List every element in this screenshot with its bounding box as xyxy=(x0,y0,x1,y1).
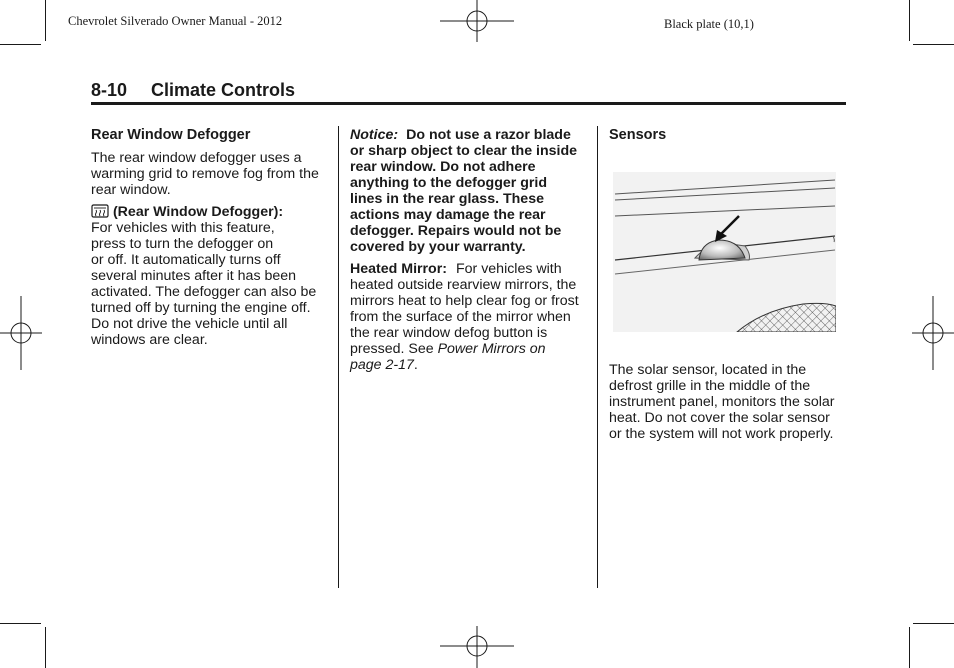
notice-line-1 xyxy=(350,127,592,143)
registration-mark-top xyxy=(440,0,514,42)
heated-mirror-line-2: heated outside rearview mirrors, the xyxy=(350,277,577,293)
defogger-line-8: windows are clear. xyxy=(91,332,208,348)
sensors-line-4: heat. Do not cover the solar sensor xyxy=(609,410,830,426)
column-separator-1 xyxy=(338,126,339,588)
solar-sensor-illustration xyxy=(613,172,836,332)
heated-mirror-text-1: For vehicles with xyxy=(455,261,562,277)
header-manual-title: Chevrolet Silverado Owner Manual - 2012 xyxy=(68,14,283,28)
notice-line-6: actions may damage the rear xyxy=(350,207,546,223)
power-mirrors-link[interactable]: Power Mirrors on xyxy=(437,341,546,357)
heated-mirror-line-7 xyxy=(350,357,592,373)
chapter-title: Climate Controls xyxy=(151,80,296,100)
defogger-line-5: activated. The defogger can also be xyxy=(91,284,317,300)
defogger-intro: The rear window defogger uses a warming grid to remove fog from the rear window. xyxy=(91,150,319,198)
column-separator-2 xyxy=(597,126,598,588)
defogger-item-label: (Rear Window Defogger): xyxy=(112,204,284,220)
crop-mark-bottom-left-v xyxy=(45,627,46,668)
title-rule xyxy=(91,102,846,105)
defogger-line-4: several minutes after it has been xyxy=(91,268,297,284)
rear-defogger-icon xyxy=(91,204,109,218)
notice-label: Notice: xyxy=(350,127,399,143)
defogger-line-2: press to turn the defogger on xyxy=(91,236,274,252)
sensors-line-1: The solar sensor, located in the xyxy=(609,362,807,378)
notice-line-3: rear window. Do not adhere xyxy=(350,159,536,175)
registration-mark-right xyxy=(912,296,954,370)
notice-line-2: or sharp object to clear the inside xyxy=(350,143,578,159)
defogger-line-1: For vehicles with this feature, xyxy=(91,220,275,236)
power-mirrors-page-link[interactable]: page 2-17 xyxy=(350,357,414,373)
sensors-line-2: defrost grille in the middle of the xyxy=(609,378,811,394)
heated-mirror-line-4: from the surface of the mirror when xyxy=(350,309,571,325)
notice-line-5: lines in the rear glass. These xyxy=(350,191,544,207)
heated-mirror-label: Heated Mirror: xyxy=(350,261,447,277)
notice-line-8: covered by your warranty. xyxy=(350,239,526,255)
crop-mark-bottom-right-v xyxy=(909,627,910,668)
page-number: 8-10 xyxy=(91,80,128,100)
header-plate-info: Black plate (10,1) xyxy=(664,17,754,31)
sensors-heading: Sensors xyxy=(609,127,667,143)
heated-mirror-line-5: the rear window defog button is xyxy=(350,325,548,341)
notice-text-1: Do not use a razor blade xyxy=(406,127,571,143)
crop-mark-bottom-right-h xyxy=(913,623,954,624)
notice-line-4: anything to the defogger grid xyxy=(350,175,548,191)
sensors-line-5: or the system will not work properly. xyxy=(609,426,834,442)
column-sensors xyxy=(609,127,849,150)
crop-mark-top-left-h xyxy=(0,44,41,45)
heated-mirror-line-6 xyxy=(350,341,592,357)
heated-mirror-text-6: pressed. See xyxy=(350,341,434,357)
column-notice-heated-mirror xyxy=(350,127,592,373)
heated-mirror-line-1 xyxy=(350,261,592,277)
defogger-line-7: Do not drive the vehicle until all xyxy=(91,316,288,332)
rear-window-defogger-heading: Rear Window Defogger xyxy=(91,127,251,143)
column-rear-window-defogger xyxy=(91,127,331,348)
defogger-item xyxy=(91,204,331,220)
heated-mirror-end: . xyxy=(413,357,418,373)
defogger-line-3: or off. It automatically turns off xyxy=(91,252,281,268)
heated-mirror-line-3: mirrors heat to help clear fog or frost xyxy=(350,293,579,309)
crop-mark-top-right-v xyxy=(909,0,910,41)
column-sensors-body xyxy=(609,362,849,442)
registration-mark-bottom xyxy=(440,626,514,668)
notice-line-7: defogger. Repairs would not be xyxy=(350,223,562,239)
sensors-line-3: instrument panel, monitors the solar xyxy=(609,394,835,410)
defogger-line-6: turned off by turning the engine off. xyxy=(91,300,311,316)
section-title xyxy=(91,80,295,101)
crop-mark-bottom-left-h xyxy=(0,623,41,624)
crop-mark-top-right-h xyxy=(913,44,954,45)
crop-mark-top-left-v xyxy=(45,0,46,41)
registration-mark-left xyxy=(0,296,42,370)
